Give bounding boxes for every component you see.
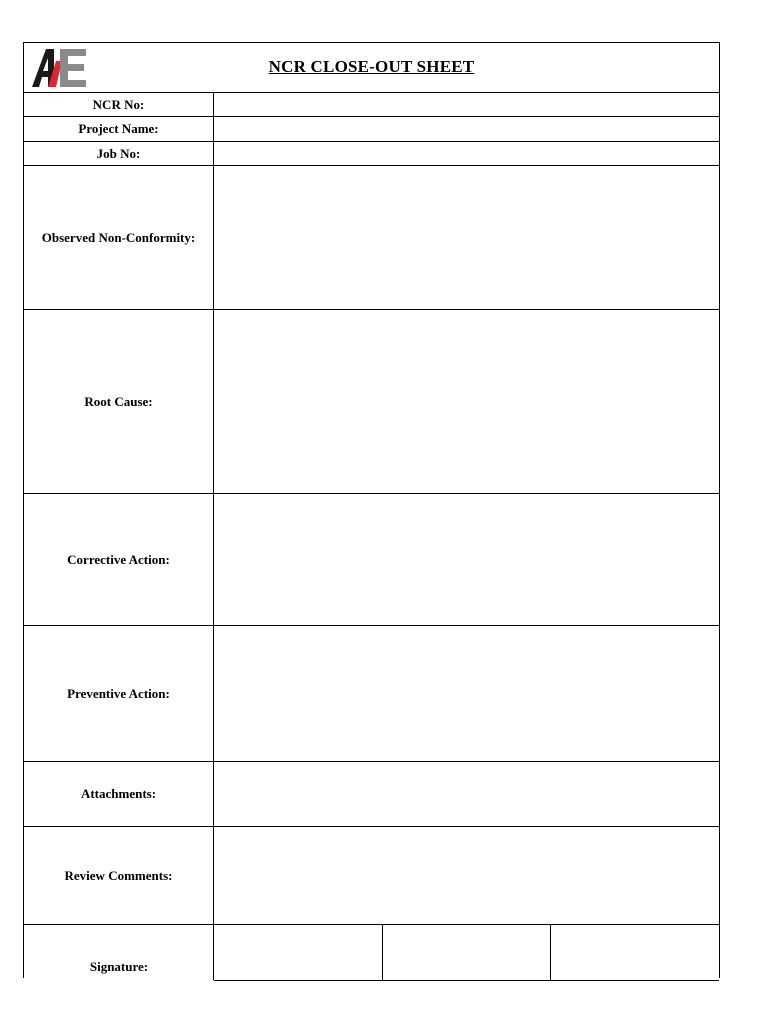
row-job-no	[24, 141, 719, 165]
label-root-cause: Root Cause:	[24, 310, 214, 493]
label-preventive-action: Preventive Action:	[24, 626, 214, 761]
form-header	[24, 43, 719, 92]
row-observed-non-conformity	[24, 165, 719, 309]
field-root-cause[interactable]	[214, 310, 719, 493]
page-title: NCR CLOSE-OUT SHEET	[268, 57, 475, 76]
label-signature: Signature:	[89, 959, 149, 974]
field-preventive-action[interactable]	[214, 626, 719, 761]
row-ncr-no	[24, 92, 719, 116]
field-ncr-no[interactable]	[214, 93, 719, 116]
row-project-name	[24, 116, 719, 141]
row-corrective-action	[24, 493, 719, 625]
row-review-comments	[24, 826, 719, 924]
field-project-name[interactable]	[214, 117, 719, 141]
signature-box-2[interactable]	[383, 925, 552, 980]
label-corrective-action: Corrective Action:	[24, 494, 214, 625]
label-attachments: Attachments:	[24, 762, 214, 826]
label-review-comments: Review Comments:	[24, 827, 214, 924]
ncr-close-out-form	[23, 42, 720, 978]
row-attachments	[24, 761, 719, 826]
signature-boxes	[214, 925, 719, 981]
field-review-comments[interactable]	[214, 827, 719, 924]
row-root-cause	[24, 309, 719, 493]
field-observed-non-conformity[interactable]	[214, 166, 719, 309]
label-job-no: Job No:	[24, 142, 214, 165]
field-job-no[interactable]	[214, 142, 719, 165]
field-corrective-action[interactable]	[214, 494, 719, 625]
signature-box-3[interactable]	[551, 925, 719, 980]
signature-box-1[interactable]	[214, 925, 383, 980]
label-project-name: Project Name:	[24, 117, 214, 141]
label-observed-non-conformity: Observed Non-Conformity:	[24, 166, 214, 309]
label-ncr-no: NCR No:	[24, 93, 214, 116]
row-signature	[24, 924, 719, 979]
field-attachments[interactable]	[214, 762, 719, 826]
row-preventive-action	[24, 625, 719, 761]
